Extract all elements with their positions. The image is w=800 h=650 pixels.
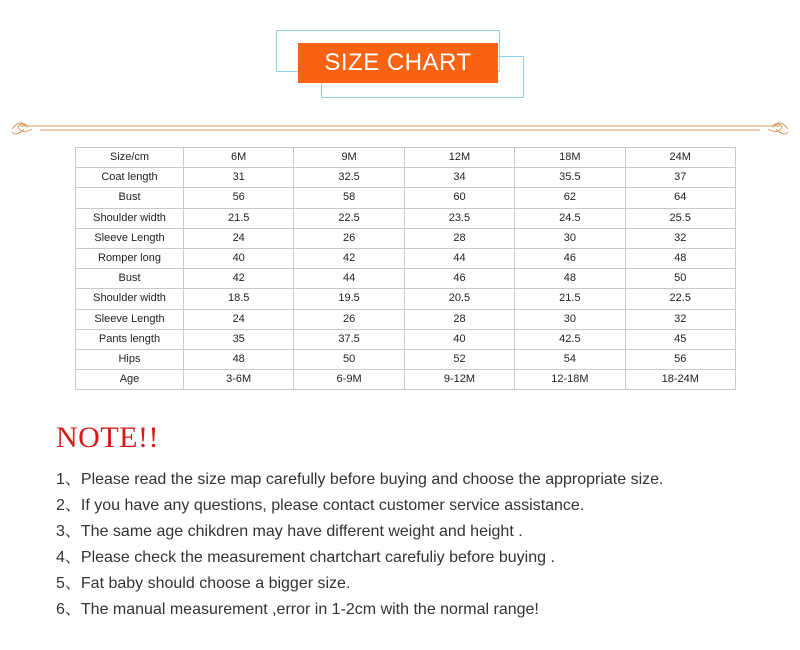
row-label-cell: Coat length — [76, 168, 184, 188]
table-cell: 20.5 — [404, 289, 514, 309]
note-item: 2、If you have any questions, please contact customer service assistance. — [56, 497, 585, 514]
table-cell: 32 — [625, 228, 735, 248]
note-item: 3、The same age chikdren may have different weight and height . — [56, 523, 523, 540]
table-cell: 22.5 — [294, 208, 404, 228]
table-cell: 42.5 — [515, 329, 625, 349]
table-cell: 24 — [184, 228, 294, 248]
row-label-cell: Bust — [76, 188, 184, 208]
table-cell: 46 — [515, 248, 625, 268]
table-cell: 64 — [625, 188, 735, 208]
table-cell: 18.5 — [184, 289, 294, 309]
row-label-cell: Hips — [76, 349, 184, 369]
table-cell: 31 — [184, 168, 294, 188]
ornamental-divider — [10, 115, 790, 145]
table-cell: 35.5 — [515, 168, 625, 188]
table-row — [76, 228, 736, 248]
table-cell: 60 — [404, 188, 514, 208]
table-cell: 44 — [404, 248, 514, 268]
table-cell: 45 — [625, 329, 735, 349]
table-row — [76, 168, 736, 188]
size-table — [75, 147, 736, 390]
table-cell: 48 — [515, 269, 625, 289]
header-cell-size: 9M — [294, 148, 404, 168]
table-cell: 12-18M — [515, 370, 625, 390]
table-cell: 22.5 — [625, 289, 735, 309]
table-row — [76, 309, 736, 329]
table-cell: 54 — [515, 349, 625, 369]
row-label-cell: Romper long — [76, 248, 184, 268]
table-cell: 32.5 — [294, 168, 404, 188]
row-label-cell: Sleeve Length — [76, 309, 184, 329]
table-cell: 46 — [404, 269, 514, 289]
row-label-cell: Sleeve Length — [76, 228, 184, 248]
table-row — [76, 269, 736, 289]
header-cell-size: 18M — [515, 148, 625, 168]
table-cell: 56 — [184, 188, 294, 208]
table-cell: 30 — [515, 228, 625, 248]
table-cell: 50 — [294, 349, 404, 369]
table-cell: 37 — [625, 168, 735, 188]
row-label-cell: Bust — [76, 269, 184, 289]
header-cell-label: Size/cm — [76, 148, 184, 168]
table-cell: 21.5 — [184, 208, 294, 228]
table-row — [76, 289, 736, 309]
table-cell: 50 — [625, 269, 735, 289]
table-row — [76, 349, 736, 369]
table-cell: 3-6M — [184, 370, 294, 390]
table-row — [76, 248, 736, 268]
header-cell-size: 6M — [184, 148, 294, 168]
table-cell: 23.5 — [404, 208, 514, 228]
note-item: 5、Fat baby should choose a bigger size. — [56, 575, 351, 592]
table-row — [76, 329, 736, 349]
table-header-row — [76, 148, 736, 168]
table-cell: 40 — [404, 329, 514, 349]
table-cell: 18-24M — [625, 370, 735, 390]
table-cell: 37.5 — [294, 329, 404, 349]
table-cell: 52 — [404, 349, 514, 369]
row-label-cell: Pants length — [76, 329, 184, 349]
table-row — [76, 188, 736, 208]
table-cell: 44 — [294, 269, 404, 289]
note-item: 4、Please check the measurement chartchart carefuliy before buying . — [56, 549, 555, 566]
table-cell: 32 — [625, 309, 735, 329]
table-cell: 42 — [294, 248, 404, 268]
notes-list — [56, 469, 776, 625]
table-cell: 6-9M — [294, 370, 404, 390]
table-cell: 28 — [404, 309, 514, 329]
table-cell: 34 — [404, 168, 514, 188]
table-cell: 24.5 — [515, 208, 625, 228]
table-cell: 35 — [184, 329, 294, 349]
table-cell: 56 — [625, 349, 735, 369]
size-chart-badge — [276, 30, 526, 98]
table-row — [76, 370, 736, 390]
table-cell: 62 — [515, 188, 625, 208]
table-row — [76, 208, 736, 228]
table-cell: 42 — [184, 269, 294, 289]
table-cell: 30 — [515, 309, 625, 329]
note-item: 6、The manual measurement ,error in 1-2cm with the normal range! — [56, 601, 539, 618]
table-cell: 24 — [184, 309, 294, 329]
table-cell: 19.5 — [294, 289, 404, 309]
header-cell-size: 24M — [625, 148, 735, 168]
table-cell: 9-12M — [404, 370, 514, 390]
size-chart-title: SIZE CHART — [298, 43, 498, 83]
row-label-cell: Shoulder width — [76, 208, 184, 228]
table-cell: 26 — [294, 309, 404, 329]
table-cell: 48 — [184, 349, 294, 369]
table-cell: 58 — [294, 188, 404, 208]
note-item: 1、Please read the size map carefully before buying and choose the appropriate size. — [56, 471, 664, 488]
table-cell: 21.5 — [515, 289, 625, 309]
header-cell-size: 12M — [404, 148, 514, 168]
table-cell: 26 — [294, 228, 404, 248]
note-title: NOTE!! — [56, 421, 159, 454]
table-cell: 28 — [404, 228, 514, 248]
row-label-cell: Age — [76, 370, 184, 390]
table-cell: 25.5 — [625, 208, 735, 228]
row-label-cell: Shoulder width — [76, 289, 184, 309]
table-cell: 48 — [625, 248, 735, 268]
table-cell: 40 — [184, 248, 294, 268]
